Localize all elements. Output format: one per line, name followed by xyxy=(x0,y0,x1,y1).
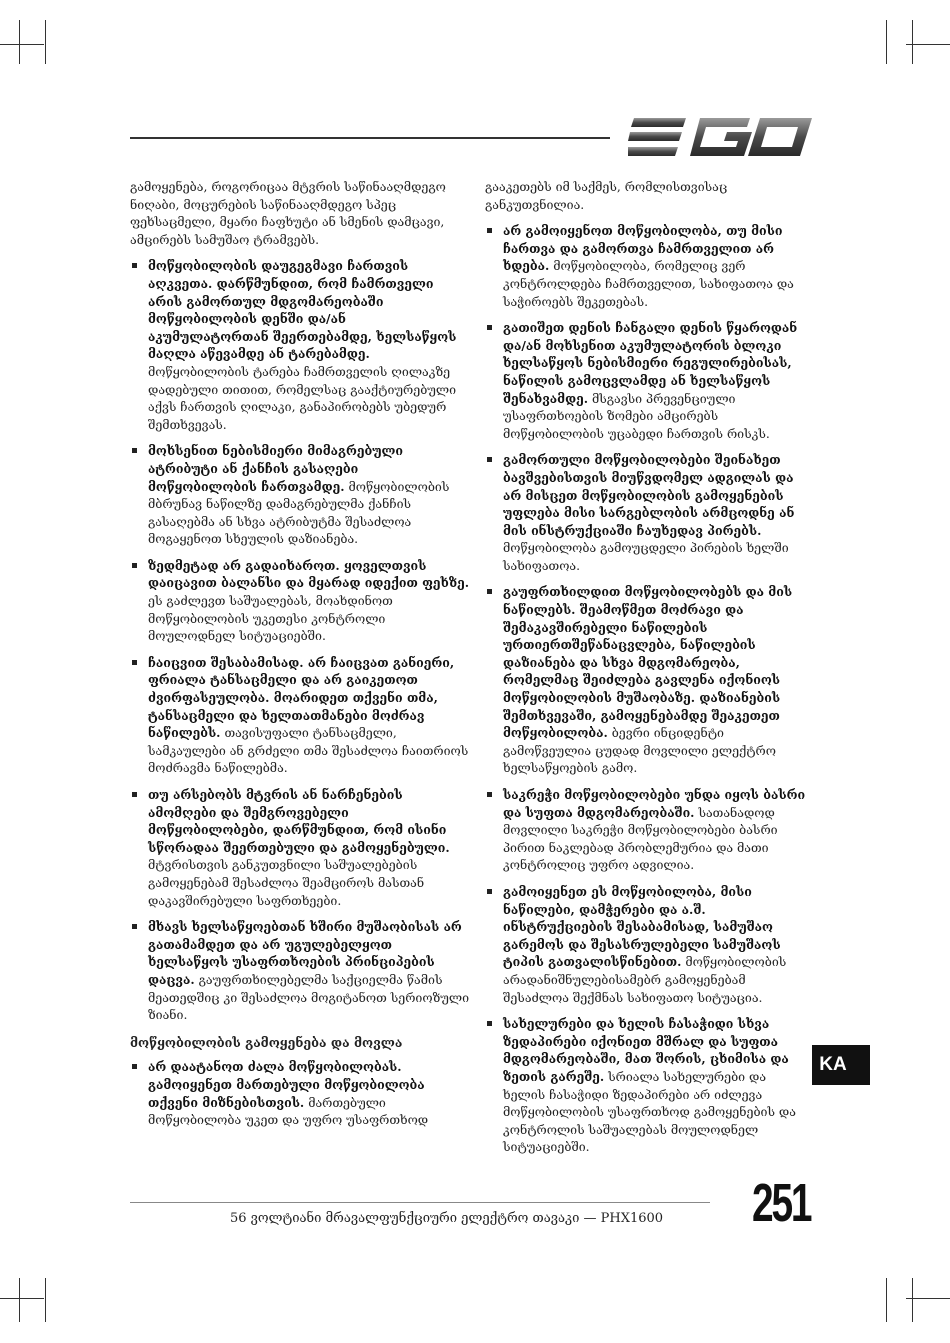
item-text: ბევრი ინციდენტი გამოწვეულია ცუდად მოვლილი ელექტრო ხელსაწყოების გამო. xyxy=(503,725,776,776)
list-item xyxy=(485,883,810,1006)
bullet xyxy=(487,457,492,462)
item-bold-text: ჩაიცვით შესაბამისად. არ ჩაიცვათ განიერი, ფრიალა ტანსაცმელი და არ გაიკეთოთ ძვირფასეულობა. მოარიდეთ თქვენი თმა, ტანსაცმელი და ხელთათმანები მოძრავ ნაწილებს. xyxy=(148,654,455,741)
right-column xyxy=(485,178,810,1165)
list-item xyxy=(130,1058,470,1128)
item-text: მოწყობილობის ტარება ჩამრთველის ღილაკზე დადებული თითით, რომელსაც გააქტიურებული აქვს ჩართვის ღილაკი, განაპირობებს უბედურ შემთხვევას. xyxy=(148,363,457,432)
item-bold-text: ზედმეტად არ გადაიხაროთ. ყოველთვის დაიცავით ბალანსი და მყარად იდექით ფეხზე. xyxy=(148,557,470,591)
item-bold-text: მხავს ხელსაწყოებთან ხშირი მუშაობისას არ გათამამდეთ და არ უგულებელყოთ ხელსაწყოს უსაფრთხოების პრინციპების დაცვა. xyxy=(148,919,462,987)
crop-mark xyxy=(912,20,913,64)
item-bold-text: არ გამოიყენოთ მოწყობილობა, თუ მისი ჩართვა და გამორთვა ჩამრთველით არ ხდება. xyxy=(503,223,783,274)
bullet xyxy=(132,563,137,568)
list-item xyxy=(130,557,470,645)
crop-mark xyxy=(912,1278,913,1322)
crop-mark xyxy=(906,1298,950,1299)
crop-mark xyxy=(45,20,46,64)
crop-mark xyxy=(0,1298,44,1299)
crop-mark xyxy=(19,1278,20,1322)
list-item xyxy=(485,451,810,574)
bullet xyxy=(487,1021,492,1026)
item-bold-text: თუ არსებობს მტვრის ან ნარჩენების ამომღები და შემგროვებელი მოწყობილობები, დარწმუნდით, რომ ისინი სწორადაა შეერთებული და გამოყენებული. xyxy=(148,787,450,855)
crop-mark xyxy=(906,44,950,45)
item-bold-text: გამოიყენეთ ეს მოწყობილობა, მისი ნაწილები, დამჭერები და ა.შ. ინსტრუქციების შესაბამისად, სამუშაო გარემოს და შესასრულებელი სამუშაოს ტიპის გათვალისწინებით. xyxy=(503,883,781,970)
footer-title: 56 ვოლტიანი მრავალფუნქციური ელექტრო თავაკი — PHX1600 xyxy=(230,1211,664,1226)
item-text: სათანადოდ მოვლილი საკრეჭი მოწყობილობები ბასრი პირით ნაკლებად პრობლემურია და მათი კონტროლიც უფრო ადვილია. xyxy=(503,804,778,873)
left-column xyxy=(130,178,470,1138)
item-bold-text: არ დაატანოთ ძალა მოწყობილობას. გამოიყენეთ მართებული მოწყობილობა თქვენი მიზნებისთვის. xyxy=(148,1059,425,1110)
bullet xyxy=(132,660,137,665)
list-item xyxy=(130,918,470,1024)
header-rule xyxy=(130,137,610,139)
crop-mark xyxy=(45,1278,46,1322)
item-bold-text: სახელურები და ხელის ჩასაჭიდი სხვა ზედაპირები იქონიეთ მშრალ და სუფთა მდგომარეობაში, მათ შორის, ცხიმისა და ზეთის გარეშე. xyxy=(503,1016,789,1084)
list-item xyxy=(485,319,810,442)
item-bold-text: მოხსენით ნებისმიერი მიმაგრებული ატრიბუტი ან ქანჩის გასაღები მოწყობილობის ჩართვამდე. xyxy=(148,443,404,494)
item-text: მოწყობილობა, რომელიც ვერ კონტროლდება ჩამრთველით, სახიფათოა და საჭიროებს შეკეთებას. xyxy=(503,258,794,309)
list-item xyxy=(130,654,470,777)
crop-mark xyxy=(0,44,44,45)
item-text: მართებული მოწყობილობა უკეთ და უფრო უსაფრთხოდ xyxy=(148,1094,429,1128)
bullet xyxy=(487,325,492,330)
paragraph: გამოყენება, როგორიცაა მტვრის საწინააღმდეგო ნიღაბი, მოცურების საწინააღმდეგო სპეც ფეხსაცმელი, მყარი ჩაფხუტი ან სმენის დამცავი, ამცირებს სამუშაო ტრამვებს. xyxy=(130,179,446,247)
item-text: მოწყობილობის მბრუნავ ნაწილზე დამაგრებულმა ქანჩის გასაღებმა ან სხვა ატრიბუტმა შესაძლოა მოგაყენოთ სხეულის დაზიანება. xyxy=(148,478,450,547)
item-bold-text: გაუფრთხილდით მოწყობილობებს და მის ნაწილებს. შეამოწმეთ მოძრავი და შემაკავშირებელი ნაწილების ურთიერთშეწანაცვლება, ნაწილების დაზიანება და სხვა მდგომარეობა, რომელმაც შეიძლება გავლენა იქონიოს მოწყობილობის მუშაობაზე. დაზიანების შემთხვევაში, გამოყენებამდე შეაკეთეთ მოწყობილობა. xyxy=(503,584,793,741)
bullet xyxy=(132,1064,137,1069)
list-item xyxy=(130,786,470,909)
item-text: სრიალა სახელურები და ხელის ჩასაჭიდი ზედაპირები არ იძლევა მოწყობილობის უსაფრთხოდ გამოყენების და კონტროლის საშუალებას მოულოდნელ სიტუაციებში. xyxy=(503,1068,796,1155)
item-text: ეს გაძლევთ საშუალებას, მოახდინოთ მოწყობილობის უკეთესი კონტროლი მოულოდნელ სიტუაციებში. xyxy=(148,593,393,644)
bullet xyxy=(487,589,492,594)
item-text: მოწყობილობის არადანიშნულებისამებრ გამოყენებამ შესაძლოა შექმნას სახიფათო სიტუაცია. xyxy=(503,954,787,1005)
bullet xyxy=(132,792,137,797)
item-bold-text: საკრეჭი მოწყობილობები უნდა იყოს ბასრი და სუფთა მდგომარეობაში. xyxy=(503,787,806,820)
list-item xyxy=(130,257,470,433)
footer-rule xyxy=(130,1202,710,1203)
item-text: მტვრისთვის განკუთვნილი საშუალებების გამოყენებამ შესაძლოა შეამციროს მასთან დაკავშირებული საფრთხეები. xyxy=(148,857,425,908)
item-bold-text: მოწყობილობის დაუგეგმავი ჩართვის აღკვეთა. დარწმუნდით, რომ ჩამრთველი არის გამორთულ მდგომარეობაში მოწყობილობის დენში და/ან აკუმულატორთან შეერთებამდე, ხელსაწყოს მაღლა აწევამდე ან ტარებამდე. xyxy=(148,258,457,362)
item-text: თავისუფალი ტანსაცმელი, სამკაულები ან გრძელი თმა შესაძლოა ჩაითრიოს მოძრავმა ნაწილებმა. xyxy=(148,725,469,776)
bullet xyxy=(487,228,492,233)
language-tab: KA xyxy=(812,1045,870,1085)
list-item xyxy=(485,1015,810,1156)
item-text: მსგავსი პრევენციული უსაფრთხოების ზომები ამცირებს მოწყობილობის უცაბედი ჩართვის რისკს. xyxy=(503,390,770,441)
item-text: მოწყობილობა გამოუცდელი პირების ხელში სახიფათოა. xyxy=(503,540,789,573)
item-bold-text: გამორთული მოწყობილობები შეინახეთ ბავშვებისთვის მიუწვდომელ ადგილას და არ მისცეთ მოწყობილობის გამოყენების უფლება მისი სარგებლობის არმცოდნე ან მის ინსტრუქციაში ჩაუხედავ პირებს. xyxy=(503,452,795,538)
crop-mark xyxy=(886,20,887,64)
bullet xyxy=(487,792,492,797)
section-heading: მოწყობილობის გამოყენება და მოვლა xyxy=(130,1034,403,1050)
list-item xyxy=(485,786,810,874)
list-item xyxy=(130,442,470,548)
bullet xyxy=(487,889,492,894)
crop-mark xyxy=(19,20,20,64)
paragraph: გააკეთებს იმ საქმეს, რომლისთვისაც განკუთვნილია. xyxy=(485,179,728,212)
bullet xyxy=(132,924,137,929)
page-number: 251 xyxy=(752,1173,811,1233)
bullet xyxy=(132,448,137,453)
item-bold-text: გათიშეთ დენის ჩანგალი დენის წყაროდან და/ან მოხსენით აკუმულატორის ბლოკი ხელსაწყოს ნებისმიერი რეგულირებისას, ნაწილის გამოცვლამდე ან ხელსაწყოს შენახვამდე. xyxy=(503,320,798,406)
crop-mark xyxy=(886,1278,887,1322)
list-item xyxy=(485,222,810,310)
ego-logo xyxy=(628,112,814,162)
item-text: გაუფრთხილებელმა საქციელმა წამის მეათედშიც კი შესაძლოა მოგიტანოთ სერიოზული ზიანი. xyxy=(148,971,470,1023)
bullet xyxy=(132,263,137,268)
list-item xyxy=(485,583,810,777)
